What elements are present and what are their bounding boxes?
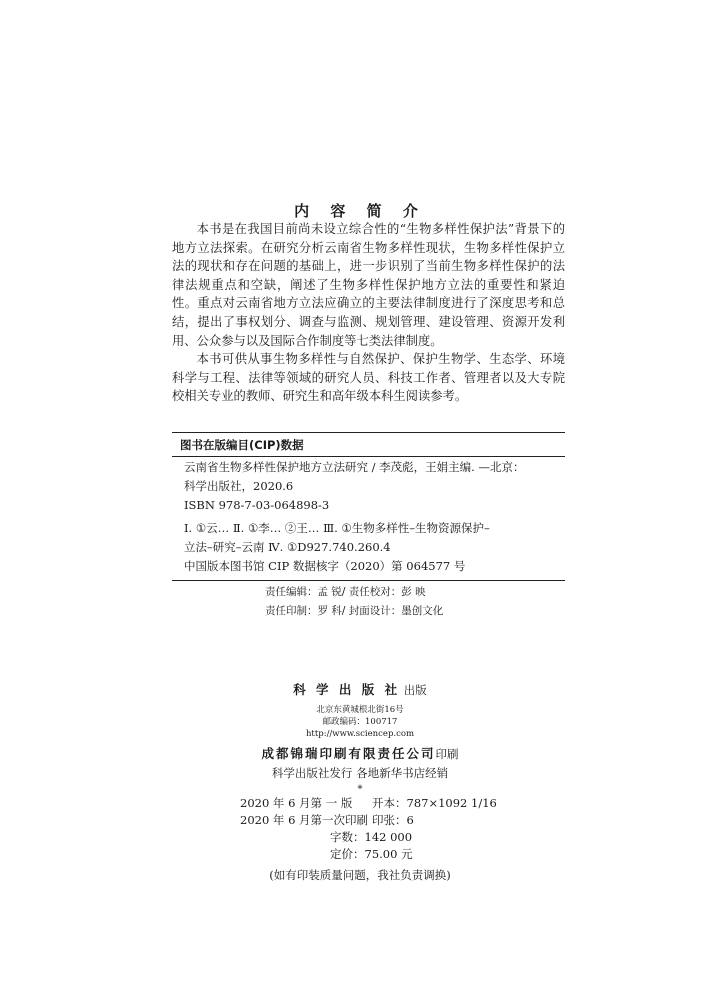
publisher-name: 科 学 出 版 社	[293, 682, 401, 697]
cip-line: 云南省生物多样性保护地方立法研究 / 李茂彪，王娟主编. —北京：	[184, 460, 525, 474]
printer-line	[0, 744, 720, 764]
divider	[172, 580, 565, 581]
cover-label: / 封面设计：	[341, 605, 402, 617]
cip-line: 立法–研究–云南 Ⅳ. ①D927.740.260.4	[184, 540, 391, 554]
introduction	[172, 220, 565, 406]
publisher-line	[0, 680, 720, 700]
publisher-address: 北京东黄城根北街16号	[316, 705, 404, 715]
printer-name: 成都锦瑞印刷有限责任公司	[261, 746, 436, 761]
printing: 2020 年 6 月第一次印刷	[240, 813, 369, 827]
cip-line: 中国版本图书馆 CIP 数据核字（2020）第 064577 号	[184, 559, 466, 573]
quality-notice: (如有印装质量问题，我社负责调换)	[269, 868, 451, 882]
word-count: 字数：142 000	[330, 830, 413, 844]
proof-name: 彭 映	[401, 586, 426, 598]
proof-label: / 责任校对：	[341, 586, 402, 598]
divider	[172, 456, 565, 457]
distribution-line: 科学出版社发行 各地新华书店经销	[271, 766, 449, 780]
printer-suffix: 印刷	[435, 747, 459, 761]
print-label: 责任印制：	[265, 605, 318, 617]
divider	[172, 432, 565, 433]
credit-line	[172, 602, 565, 621]
edition: 2020 年 6 月第 一 版	[240, 796, 353, 810]
cip-line: 科学出版社，2020.6	[184, 479, 294, 493]
format: 开本：787×1092 1/16	[372, 796, 497, 810]
publisher-block	[0, 680, 720, 797]
print-name: 罗 科	[317, 605, 342, 617]
editor-name: 孟 锐	[317, 586, 342, 598]
sheets: 印张：6	[372, 813, 414, 827]
credits	[172, 583, 565, 621]
separator-star: *	[357, 784, 363, 795]
cip-heading: 图书在版编目(CIP)数据	[180, 438, 304, 452]
cip-entries	[172, 458, 565, 576]
publisher-postcode: 邮政编码：100717	[322, 717, 398, 727]
page-title: 内 容 简 介	[294, 202, 426, 220]
cip-line: Ⅰ. ①云… Ⅱ. ①李… ②王… Ⅲ. ①生物多样性–生物资源保护–	[184, 521, 490, 535]
cip-line: ISBN 978-7-03-064898-3	[184, 498, 330, 512]
credit-line	[172, 583, 565, 602]
publisher-url: http://www.sciencep.com	[305, 729, 415, 739]
intro-paragraph-2: 本书可供从事生物多样性与自然保护、保护生物学、生态学、环境科学与工程、法律等领域的研究人员、科技工作者、管理者以及大专院校相关专业的教师、研究生和高年级本科生阅读参考。	[172, 352, 565, 404]
cover-name: 墨创文化	[401, 605, 444, 617]
intro-paragraph-1: 本书是在我国目前尚未设立综合性的“生物多样性保护法”背景下的地方立法探索。在研究分析云南省生物多样性现状，生物多样性保护立法的现状和存在问题的基础上，进一步识别了当前生物多样性保护的法律法规重点和空缺，阐述了生物多样性保护地方立法的重要性和紧迫性。重点对云南省地方立法应确立的主要法律制度进行了深度思考和总结，提出了事权划分、调查与监测、规划管理、建设管理、资源开发利用、公众参与以及国际合作制度等七类法律制度。	[172, 222, 565, 348]
editor-label: 责任编辑：	[265, 586, 318, 598]
price: 定价：75.00 元	[330, 847, 413, 861]
publisher-suffix: 出版	[403, 683, 427, 697]
